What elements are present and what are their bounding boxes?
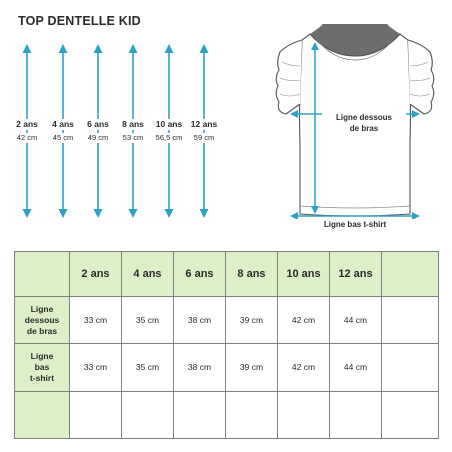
vertical-double-arrow-icon [7,0,47,230]
table-cell [278,391,330,438]
size-label: 10 ans [149,119,189,130]
table-header-cell [382,252,439,297]
table-cell [382,297,439,344]
table-cell [226,391,278,438]
size-label: 12 ans [184,119,224,130]
size-length: 59 cm [184,133,224,143]
size-label: 2 ans [7,119,47,130]
row-label-line: dessous [24,314,60,325]
garment-diagram [270,22,440,232]
vertical-double-arrow-icon [184,0,224,230]
table-cell [122,391,174,438]
size-length: 42 cm [7,133,47,143]
table-row [15,297,439,344]
table-header-cell: 6 ans [174,252,226,297]
table-cell: 44 cm [330,297,382,344]
size-label: 8 ans [113,119,153,130]
row-label-line: Ligne [30,303,54,314]
size-table [14,251,439,439]
size-label: 6 ans [78,119,118,130]
table-header-cell [15,252,70,297]
table-header-cell: 12 ans [330,252,382,297]
table-cell [382,391,439,438]
table-header-cell: 4 ans [122,252,174,297]
row-label [15,391,70,438]
table-cell [382,344,439,391]
size-length: 53 cm [113,133,153,143]
table-row [15,391,439,438]
table-cell [70,391,122,438]
size-length: 45 cm [43,133,83,143]
table-header-cell: 2 ans [70,252,122,297]
chest-label-line2: de bras [349,124,379,133]
vertical-double-arrow-icon [43,0,83,230]
row-label-line: bas [34,361,50,372]
chest-line-label [322,112,406,134]
table-header-cell: 10 ans [278,252,330,297]
vertical-double-arrow-icon [78,0,118,230]
vertical-double-arrow-icon [149,0,189,230]
vertical-double-arrow-icon [113,0,153,230]
row-label-line: t-shirt [29,372,55,383]
table-cell: 44 cm [330,344,382,391]
table-cell: 33 cm [70,344,122,391]
table-header-cell: 8 ans [226,252,278,297]
table-cell [174,391,226,438]
table-header-row [15,252,439,297]
row-label-line: Ligne [30,350,54,361]
size-length: 49 cm [78,133,118,143]
page-title: TOP DENTELLE KID [18,14,141,28]
table-cell: 39 cm [226,344,278,391]
table-cell: 38 cm [174,344,226,391]
row-label [15,297,70,344]
row-label-line: de bras [26,325,58,336]
chest-label-line1: Ligne dessous [335,113,392,122]
table-row [15,344,439,391]
table-cell: 33 cm [70,297,122,344]
hem-line-label: Ligne bas t-shirt [290,219,420,230]
table-cell: 42 cm [278,344,330,391]
table-cell: 35 cm [122,297,174,344]
size-length: 56,5 cm [149,133,189,143]
size-label: 4 ans [43,119,83,130]
table-cell: 39 cm [226,297,278,344]
table-cell: 42 cm [278,297,330,344]
table-cell [330,391,382,438]
row-label [15,344,70,391]
table-cell: 38 cm [174,297,226,344]
table-cell: 35 cm [122,344,174,391]
